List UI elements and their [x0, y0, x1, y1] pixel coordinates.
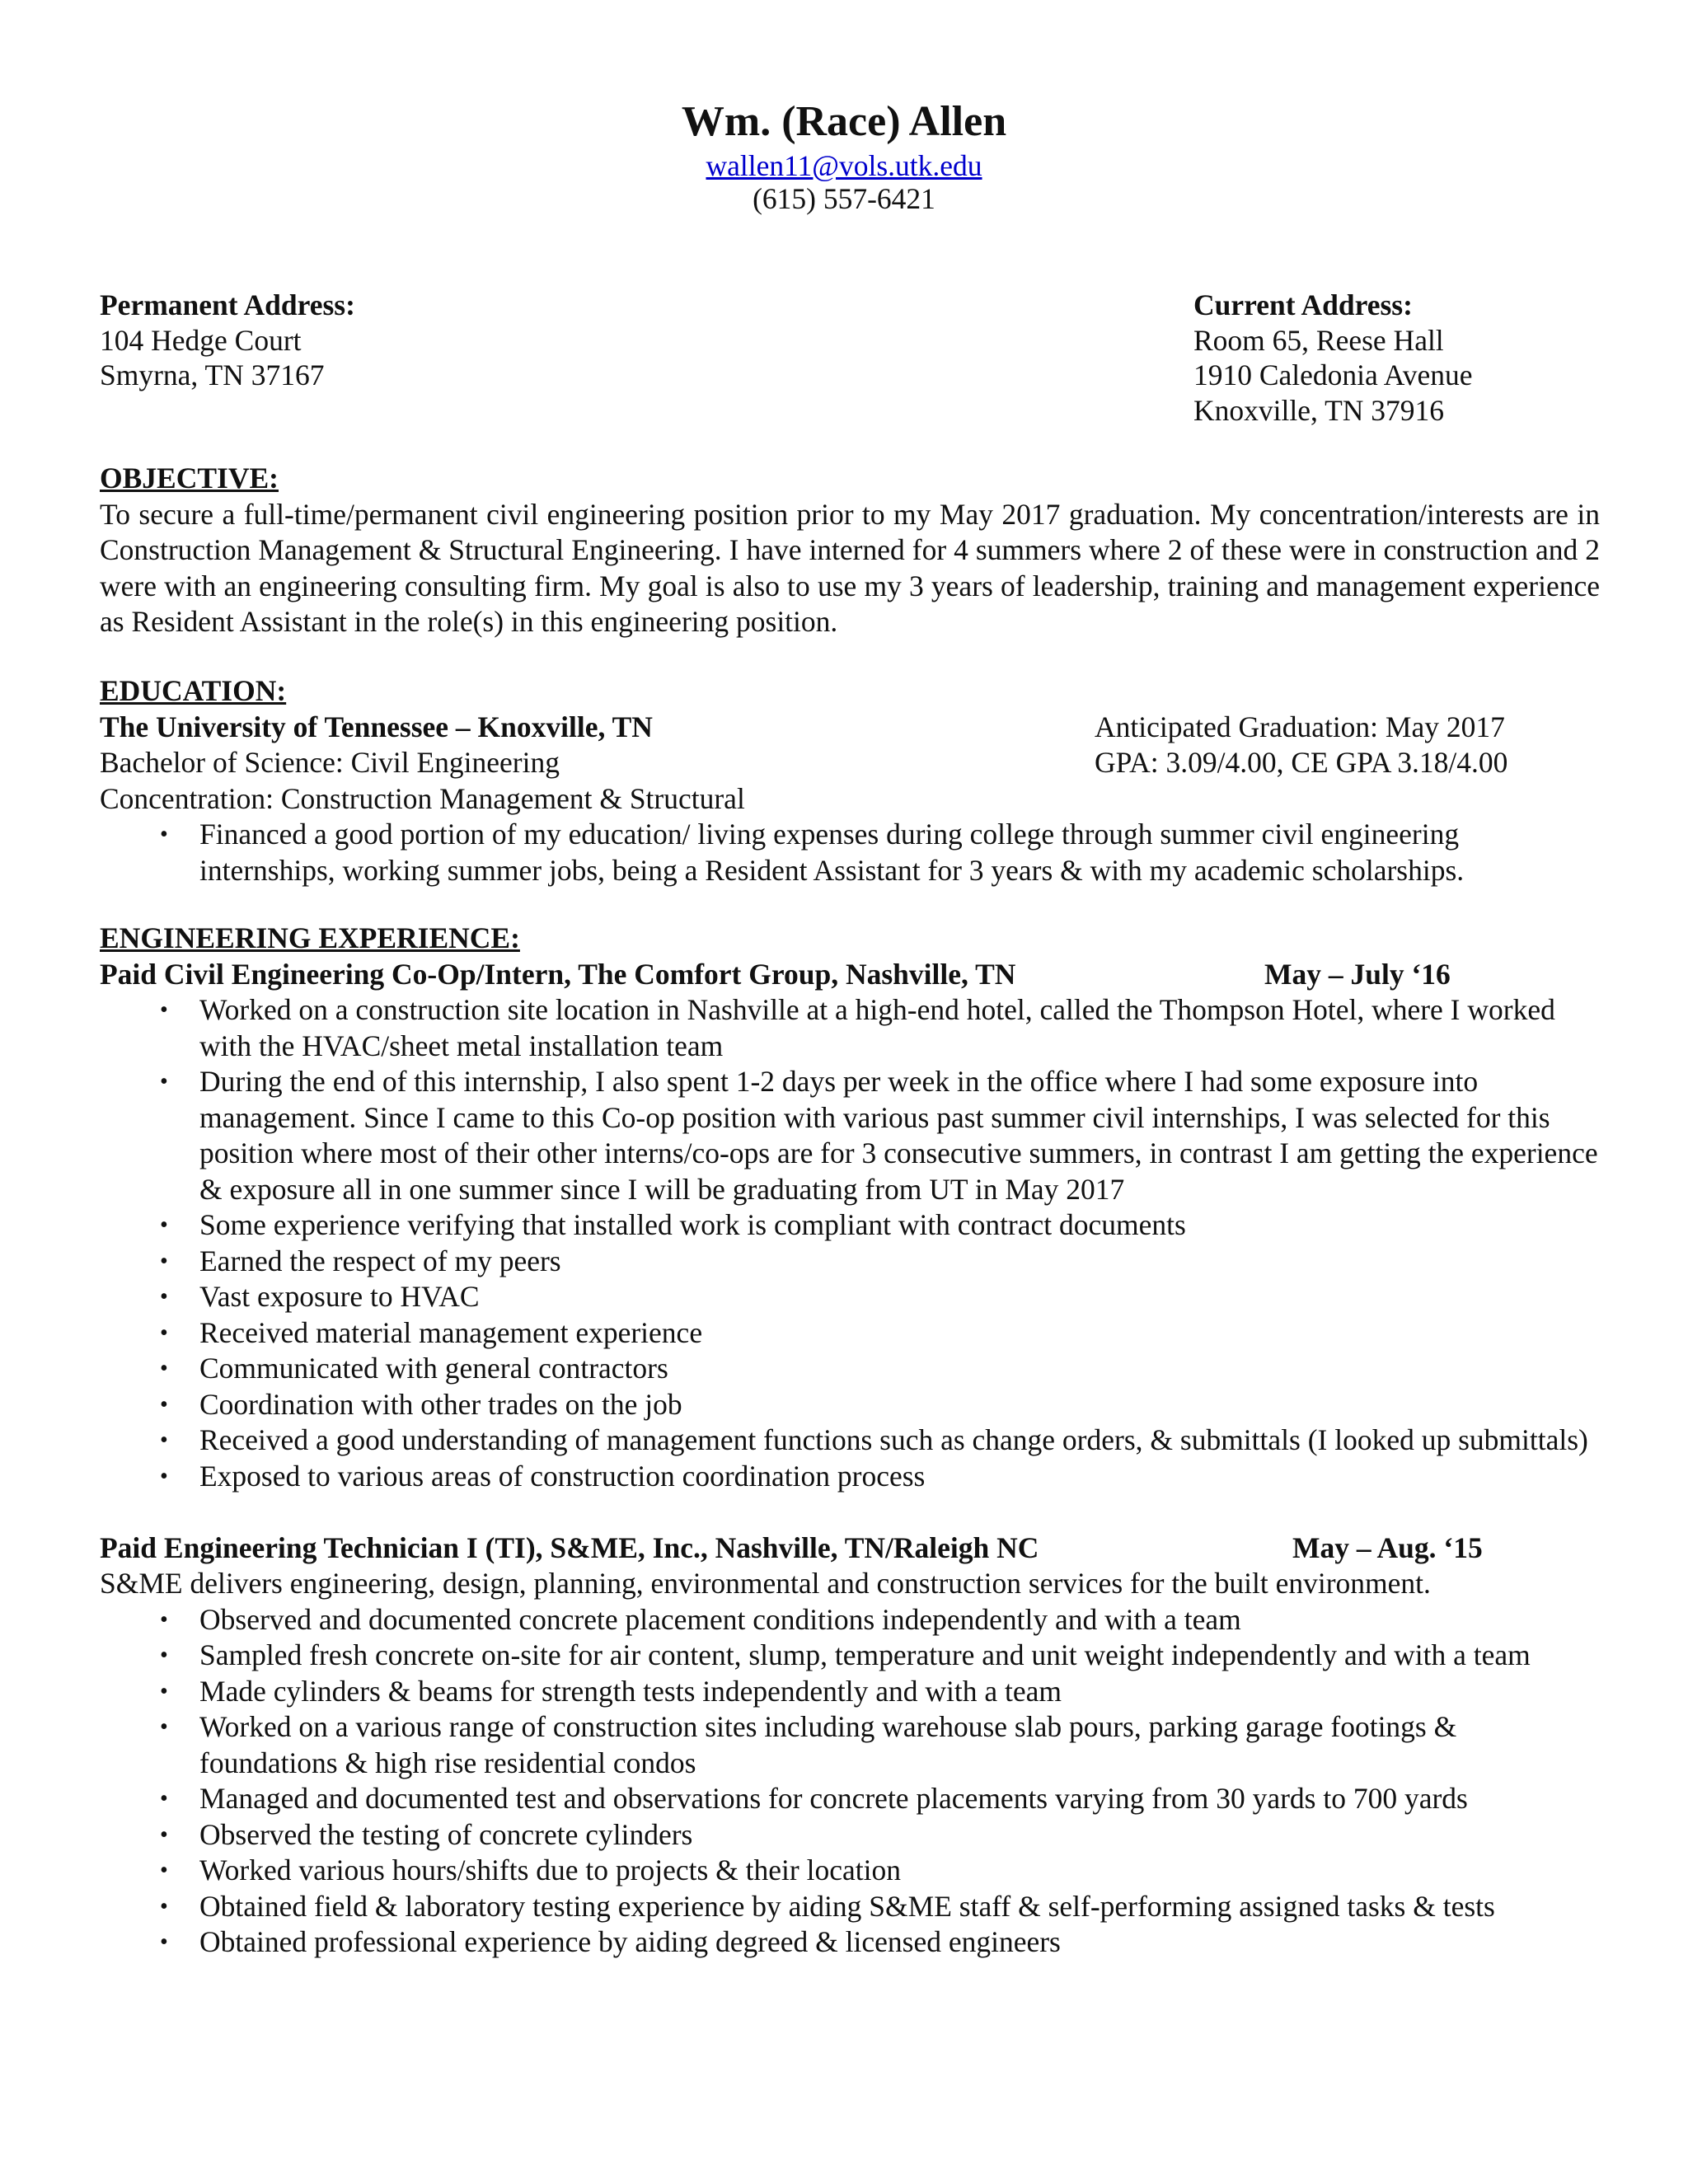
bullet-dot: • — [160, 1356, 168, 1381]
bullet-dot: • — [160, 1678, 168, 1704]
job-bullets — [0, 992, 1600, 1494]
list-item — [0, 817, 1600, 888]
list-item — [0, 1924, 1600, 1961]
bullet-text: Worked on a construction site location in Nashville at a high-end hotel, called the Thompson Hotel, where I worked with the HVAC/sheet metal installation team — [199, 993, 1555, 1062]
list-item — [0, 1602, 1600, 1638]
bullet-text: Financed a good portion of my education/ living expenses during college through summer civil engineering internships, working summer jobs, being a Resident Assistant for 3 years & with my academic scholarships. — [199, 818, 1465, 887]
objective-heading: OBJECTIVE: — [100, 462, 279, 494]
education-bullets — [0, 817, 1600, 888]
bullet-text: Some experience verifying that installed work is compliant with contract documents — [199, 1208, 1186, 1241]
current-address-line2: 1910 Caledonia Avenue — [1193, 359, 1473, 391]
bullet-text: Received a good understanding of management functions such as change orders, & submittals (I looked up submittals) — [199, 1423, 1588, 1456]
permanent-address — [100, 288, 355, 393]
bullet-dot: • — [160, 1821, 168, 1848]
job-dates: May – July ‘16 — [1264, 957, 1451, 991]
permanent-address-line1: 104 Hedge Court — [100, 323, 302, 357]
list-item — [0, 1064, 1600, 1207]
education-row-degree — [100, 745, 1600, 781]
education-heading: EDUCATION: — [100, 674, 287, 707]
bullet-text: Earned the respect of my peers — [199, 1244, 561, 1277]
company-description: S&ME delivers engineering, design, planning, environmental and construction services for the built environment. — [100, 1567, 1431, 1600]
bullet-dot: • — [160, 1643, 168, 1668]
bullet-dot: • — [160, 1391, 168, 1418]
bullet-dot: • — [160, 822, 168, 847]
list-item — [0, 1674, 1600, 1710]
objective-section — [100, 461, 1600, 640]
bullet-dot: • — [160, 1786, 168, 1811]
bullet-dot: • — [160, 1893, 168, 1919]
job-bullets — [0, 1602, 1600, 1961]
bullet-dot: • — [160, 1606, 168, 1633]
bullet-text: Worked on a various range of construction sites including warehouse slab pours, parking garage footings & foundations & high rise residential condos — [199, 1710, 1457, 1779]
list-item — [0, 1422, 1600, 1459]
candidate-name: Wm. (Race) Allen — [681, 98, 1007, 145]
list-item — [0, 1459, 1600, 1495]
bullet-dot: • — [160, 997, 168, 1023]
current-address-line3: Knoxville, TN 37916 — [1193, 393, 1445, 427]
bullet-text: During the end of this internship, I also spent 1-2 days per week in the office where I had some exposure into management. Since I came to this Co-op position with various past summer civil internships, I was selected for this position where most of their other interns/co-ops are for 3 consecutive summers, in contrast I am getting the experience & exposure all in one summer since I will be graduating from UT in May 2017 — [199, 1065, 1598, 1206]
bullet-dot: • — [160, 1248, 168, 1274]
bullet-dot: • — [160, 1319, 168, 1346]
gpa: GPA: 3.09/4.00, CE GPA 3.18/4.00 — [1095, 746, 1508, 779]
bullet-text: Received material management experience — [199, 1315, 703, 1349]
list-item — [0, 1244, 1600, 1280]
bullet-text: Obtained field & laboratory testing experience by aiding S&ME staff & self-performing assigned tasks & tests — [199, 1889, 1495, 1923]
current-address-label: Current Address: — [1193, 288, 1413, 321]
list-item — [0, 1781, 1600, 1817]
list-item — [0, 1279, 1600, 1315]
bullet-dot: • — [160, 1929, 168, 1955]
current-address — [1193, 288, 1472, 428]
spacer — [100, 1494, 1600, 1530]
experience-section — [100, 921, 1600, 1961]
job-title: Paid Engineering Technician I (TI), S&ME, Inc., Nashville, TN/Raleigh NC — [100, 1530, 1039, 1564]
permanent-address-line2: Smyrna, TN 37167 — [100, 359, 325, 391]
concentration: Concentration: Construction Management & Structural — [100, 781, 745, 815]
bullet-text: Communicated with general contractors — [199, 1352, 668, 1385]
degree: Bachelor of Science: Civil Engineering — [100, 746, 560, 779]
education-section — [100, 673, 1600, 888]
permanent-address-label: Permanent Address: — [100, 288, 355, 321]
list-item — [0, 1207, 1600, 1244]
bullet-text: Sampled fresh concrete on-site for air content, slump, temperature and unit weight independently and with a team — [199, 1638, 1531, 1671]
bullet-text: Vast exposure to HVAC — [199, 1280, 480, 1313]
bullet-dot: • — [160, 1069, 168, 1094]
bullet-dot: • — [160, 1212, 168, 1238]
school-name: The University of Tennessee – Knoxville, TN — [100, 710, 653, 743]
bullet-dot: • — [160, 1463, 168, 1489]
list-item — [0, 1638, 1600, 1674]
bullet-text: Observed and documented concrete placement conditions independently and with a team — [199, 1602, 1241, 1636]
bullet-dot: • — [160, 1858, 168, 1883]
job-title: Paid Civil Engineering Co-Op/Intern, The Comfort Group, Nashville, TN — [100, 957, 1016, 991]
phone-number: (615) 557-6421 — [753, 182, 935, 215]
list-item — [0, 1817, 1600, 1854]
bullet-text: Obtained professional experience by aiding degreed & licensed engineers — [199, 1925, 1061, 1958]
bullet-dot: • — [160, 1714, 168, 1740]
current-address-line1: Room 65, Reese Hall — [1193, 323, 1444, 357]
job-title-row — [100, 1530, 1600, 1567]
bullet-text: Managed and documented test and observations for concrete placements varying from 30 yards to 700 yards — [199, 1782, 1468, 1815]
education-row-school — [100, 710, 1600, 746]
job-dates: May – Aug. ‘15 — [1292, 1530, 1483, 1564]
list-item — [0, 1889, 1600, 1925]
list-item — [0, 992, 1600, 1064]
bullet-text: Exposed to various areas of construction coordination process — [199, 1459, 926, 1493]
job-title-row — [100, 957, 1600, 993]
bullet-text: Worked various hours/shifts due to projects & their location — [199, 1854, 901, 1886]
email-link[interactable]: wallen11@vols.utk.edu — [706, 149, 982, 182]
list-item — [0, 1709, 1600, 1781]
experience-heading: ENGINEERING EXPERIENCE: — [100, 921, 520, 954]
objective-text: To secure a full-time/permanent civil engineering position prior to my May 2017 graduation. My concentration/interests are in Construction Management & Structural Engineering. I have interned for 4 summers where 2 of these were in construction and 2 were with an engineering consulting firm. My goal is also to use my 3 years of leadership, training and management experience as Resident Assistant in the role(s) in this engineering position. — [100, 497, 1600, 638]
bullet-text: Observed the testing of concrete cylinders — [199, 1817, 693, 1851]
bullet-text: Coordination with other trades on the job — [199, 1387, 682, 1421]
list-item — [0, 1853, 1600, 1889]
bullet-dot: • — [160, 1284, 168, 1310]
bullet-text: Made cylinders & beams for strength tests independently and with a team — [199, 1674, 1062, 1708]
list-item — [0, 1387, 1600, 1423]
graduation-date: Anticipated Graduation: May 2017 — [1095, 710, 1505, 743]
email-line — [0, 149, 1688, 182]
bullet-dot: • — [160, 1427, 168, 1453]
list-item — [0, 1351, 1600, 1387]
list-item — [0, 1315, 1600, 1352]
